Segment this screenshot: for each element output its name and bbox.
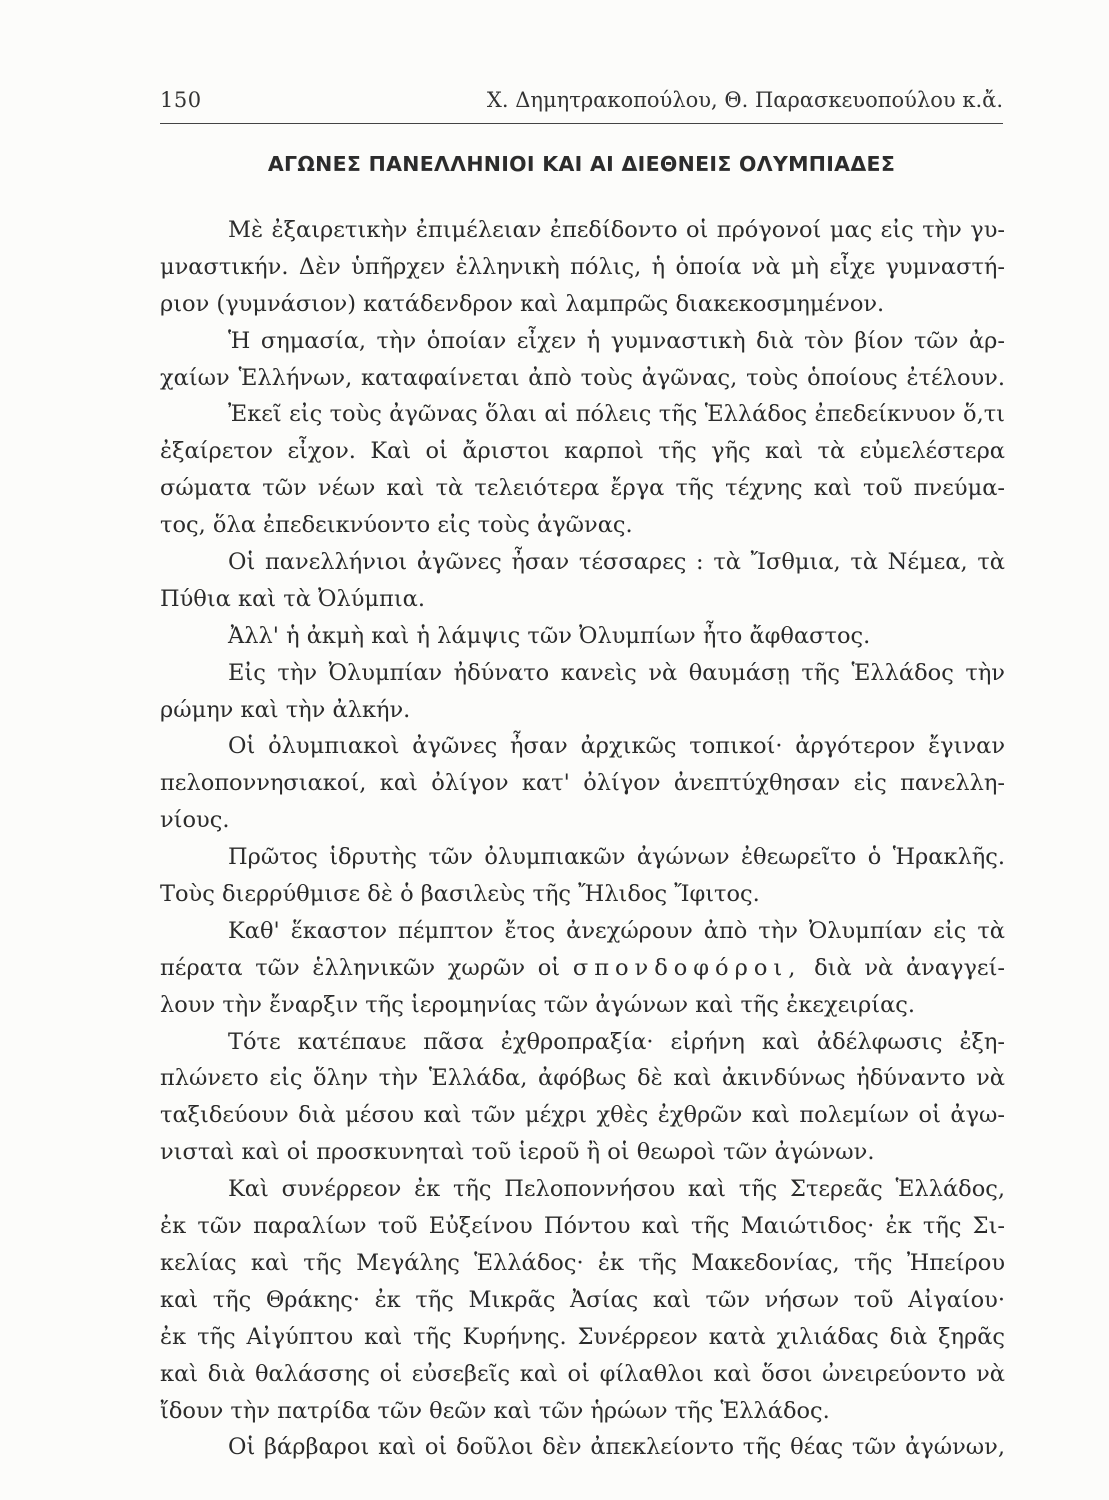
text-line: Πρῶτος ἱδρυτὴς τῶν ὀλυμπιακῶν ἀγώνων ἐθεωρεῖτο ὁ Ἡρακλῆς. — [228, 844, 1005, 871]
header-rule — [160, 123, 1003, 124]
text-line: Οἱ ὀλυμπιακοὶ ἀγῶνες ἦσαν ἀρχικῶς τοπικοί· ἀργότερον ἔγιναν — [228, 733, 1005, 760]
text-line-composite — [160, 950, 1005, 987]
text-line: ἴδουν τὴν πατρίδα τῶν θεῶν καὶ τῶν ἡρώων τῆς Ἑλλάδος. — [160, 1397, 830, 1424]
text-line: μναστικήν. Δὲν ὑπῆρχεν ἑλληνικὴ πόλις, ἡ ὁποία νὰ μὴ εἶχε γυμναστή- — [160, 253, 1005, 280]
text-line: Πύθια καὶ τὰ Ὀλύμπια. — [160, 585, 426, 612]
text-line: καὶ διὰ θαλάσσης οἱ εὐσεβεῖς καὶ οἱ φίλαθλοι καὶ ὅσοι ὠνειρεύοντο νὰ — [160, 1360, 1005, 1387]
text-line: πελοποννησιακοί, καὶ ὀλίγον κατ' ὀλίγον ἀνεπτύχθησαν εἰς πανελλη- — [160, 770, 1005, 797]
text-line: Ἀλλ' ἡ ἀκμὴ καὶ ἡ λάμψις τῶν Ὀλυμπίων ἦτο ἄφθαστος. — [228, 622, 871, 649]
text-line: ταξιδεύουν διὰ μέσου καὶ τῶν μέχρι χθὲς ἐχθρῶν καὶ πολεμίων οἱ ἀγω- — [160, 1102, 1005, 1129]
text-line: κελίας καὶ τῆς Μεγάλης Ἑλλάδος· ἐκ τῆς Μακεδονίας, τῆς Ἠπείρου — [160, 1249, 1005, 1276]
text-line: χαίων Ἑλλήνων, καταφαίνεται ἀπὸ τοὺς ἀγῶνας, τοὺς ὁποίους ἐτέλουν. — [160, 364, 1005, 391]
text-line: νίους. — [160, 807, 230, 834]
text-fragment: πέρατα τῶν ἑλληνικῶν χωρῶν οἱ — [160, 954, 561, 981]
text-line: Τότε κατέπαυε πᾶσα ἐχθροπραξία· εἰρήνη καὶ ἀδέλφωσις ἐξη- — [228, 1028, 1005, 1055]
text-line: ἐξαίρετον εἶχον. Καὶ οἱ ἄριστοι καρποὶ τῆς γῆς καὶ τὰ εὐμελέστερα — [160, 438, 1005, 465]
text-line: Ἡ σημασία, τὴν ὁποίαν εἶχεν ἡ γυμναστικὴ διὰ τὸν βίον τῶν ἀρ- — [228, 327, 1005, 354]
text-line: σώματα τῶν νέων καὶ τὰ τελειότερα ἔργα τῆς τέχνης καὶ τοῦ πνεύμα- — [160, 475, 1005, 502]
page-header — [160, 84, 1003, 118]
text-line: ρώμην καὶ τὴν ἀλκήν. — [160, 696, 411, 723]
text-line: ἐκ τῶν παραλίων τοῦ Εὐξείνου Πόντου καὶ τῆς Μαιώτιδος· ἐκ τῆς Σι- — [160, 1213, 1005, 1240]
text-line: Ἐκεῖ εἰς τοὺς ἀγῶνας ὅλαι αἱ πόλεις τῆς Ἑλλάδος ἐπεδείκνυον ὅ,τι — [228, 401, 1005, 428]
text-line: Τοὺς διερρύθμισε δὲ ὁ βασιλεὺς τῆς Ἤλιδος Ἴφιτος. — [160, 881, 760, 908]
text-line: τος, ὅλα ἐπεδεικνύοντο εἰς τοὺς ἀγῶνας. — [160, 512, 633, 539]
text-line: Οἱ βάρβαροι καὶ οἱ δοῦλοι δὲν ἀπεκλείοντο τῆς θέας τῶν ἀγώνων, — [228, 1434, 1005, 1461]
text-line: λουν τὴν ἔναρξιν τῆς ἱερομηνίας τῶν ἀγώνων καὶ τῆς ἐκεχειρίας. — [160, 991, 916, 1018]
text-line: ἐκ τῆς Αἰγύπτου καὶ τῆς Κυρήνης. Συνέρρεον κατὰ χιλιάδας διὰ ξηρᾶς — [160, 1323, 1005, 1350]
text-line: Εἰς τὴν Ὀλυμπίαν ἠδύνατο κανεὶς νὰ θαυμάσῃ τῆς Ἑλλάδος τὴν — [228, 659, 1005, 686]
text-line: Οἱ πανελλήνιοι ἀγῶνες ἦσαν τέσσαρες : τὰ Ἴσθμια, τὰ Νέμεα, τὰ — [228, 549, 1005, 576]
chapter-title: ΑΓΩΝΕΣ ΠΑΝΕΛΛΗΝΙΟΙ ΚΑΙ ΑΙ ΔΙΕΘΝΕΙΣ ΟΛΥΜΠΙΑΔΕΣ — [267, 152, 896, 176]
text-line: Μὲ ἐξαιρετικὴν ἐπιμέλειαν ἐπεδίδοντο οἱ πρόγονοί μας εἰς τὴν γυ- — [228, 217, 1005, 243]
running-head: Χ. Δημητρακοπούλου, Θ. Παρασκευοπούλου κ.ἄ. — [486, 88, 1003, 112]
page-number: 150 — [160, 88, 202, 112]
text-line: καὶ τῆς Θράκης· ἐκ τῆς Μικρᾶς Ἀσίας καὶ τῶν νήσων τοῦ Αἰγαίου· — [160, 1286, 1005, 1313]
text-line: πλώνετο εἰς ὅλην τὴν Ἑλλάδα, ἀφόβως δὲ καὶ ἀκινδύνως ἠδύναντο νὰ — [160, 1065, 1005, 1092]
text-line: νισταὶ καὶ οἱ προσκυνηταὶ τοῦ ἱεροῦ ἢ οἱ θεωροὶ τῶν ἀγώνων. — [160, 1139, 875, 1166]
text-line: Καὶ συνέρρεον ἐκ τῆς Πελοποννήσου καὶ τῆς Στερεᾶς Ἑλλάδος, — [228, 1176, 1005, 1203]
emphasized-word: σπονδοφόροι, — [572, 954, 802, 981]
text-line: ριον (γυμνάσιον) κατάδενδρον καὶ λαμπρῶς διακεκοσμημένον. — [160, 290, 885, 317]
text-line: Καθ' ἕκαστον πέμπτον ἔτος ἀνεχώρουν ἀπὸ τὴν Ὀλυμπίαν εἰς τὰ — [228, 917, 1005, 944]
text-fragment: διὰ νὰ ἀναγγεί- — [814, 954, 1005, 981]
body-text — [160, 212, 1005, 1466]
